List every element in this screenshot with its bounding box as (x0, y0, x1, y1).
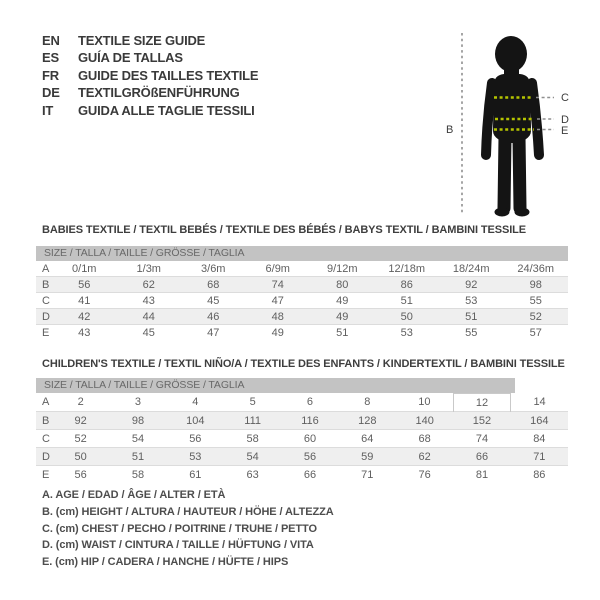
size-cell: 52 (74, 432, 87, 445)
size-cell: 66 (303, 468, 317, 481)
height-label: B (446, 124, 454, 136)
size-cell: 53 (167, 448, 224, 466)
size-cell: 6 (306, 396, 314, 409)
children-table-title: CHILDREN'S TEXTILE / TEXTIL NIÑO/A / TEXTILE DES ENFANTS / KINDERTEXTIL / BAMBINI TESSILE (42, 358, 565, 370)
size-cell: 98 (504, 277, 569, 293)
size-cell: 56 (281, 448, 338, 466)
row-label: B (36, 277, 52, 293)
size-cell: 48 (246, 309, 311, 325)
size-cell: 9/12m (326, 262, 358, 275)
size-cell: 14 (533, 396, 546, 409)
size-cell: 52 (504, 309, 569, 325)
size-cell: 54 (224, 448, 281, 466)
size-cell: 116 (281, 412, 338, 430)
language-header (42, 32, 258, 119)
size-cell: 92 (52, 412, 109, 430)
row-label: D (36, 309, 52, 325)
size-cell: 49 (271, 326, 284, 339)
table-row-b (36, 277, 568, 293)
table-row-a (36, 261, 568, 277)
chest-label: C (561, 92, 569, 104)
size-cell: 62 (117, 277, 182, 293)
size-cell: 49 (310, 309, 375, 325)
row-label: D (36, 448, 52, 466)
size-cell: 51 (109, 448, 166, 466)
lang-title: GUIDE DES TAILLES TEXTILE (78, 67, 259, 83)
size-cell: 64 (361, 432, 374, 445)
size-cell: 55 (529, 294, 542, 307)
size-cell: 140 (396, 412, 453, 430)
legend-chest: C. (cm) CHEST / PECHO / POITRINE / TRUHE / PETTO (42, 522, 317, 535)
row-label: A (42, 262, 50, 275)
lang-title: GUÍA DE TALLAS (78, 50, 183, 66)
size-cell: 50 (375, 309, 440, 325)
table-row-d (36, 309, 568, 325)
size-cell: 2 (77, 396, 84, 409)
size-cell: 47 (207, 326, 220, 339)
size-cell: 49 (336, 294, 349, 307)
size-cell: 12 (453, 394, 510, 412)
lang-title: TEXTILE SIZE GUIDE (78, 33, 206, 48)
table-row-c (36, 293, 568, 309)
size-cell: 3 (134, 396, 142, 409)
lang-title: GUIDA ALLE TAGLIE TESSILI (78, 102, 255, 118)
size-cell: 18/24m (452, 262, 490, 275)
waist-label: D (561, 114, 569, 126)
lang-row-de (42, 84, 258, 101)
size-cell: 53 (400, 326, 413, 339)
size-cell: 92 (439, 277, 504, 293)
hip-label: E (561, 125, 569, 137)
size-cell: 55 (465, 326, 478, 339)
size-cell: 98 (109, 412, 166, 430)
size-cell: 71 (361, 468, 374, 481)
size-cell: 59 (339, 448, 396, 466)
size-cell: 74 (475, 432, 489, 445)
size-cell: 51 (439, 309, 504, 325)
size-cell: 84 (533, 432, 546, 445)
size-cell: 111 (224, 412, 281, 430)
size-cell: 0/1m (72, 262, 97, 275)
size-cell: 68 (418, 432, 431, 445)
size-cell: 66 (453, 448, 510, 466)
size-cell: 5 (249, 396, 256, 409)
size-cell: 74 (246, 277, 311, 293)
size-cell: 63 (246, 468, 259, 481)
size-cell: 86 (533, 468, 546, 481)
size-cell: 68 (181, 277, 246, 293)
babies-table-title: BABIES TEXTILE / TEXTIL BEBÉS / TEXTILE DES BÉBÉS / BABYS TEXTIL / BAMBINI TESSILE (42, 224, 527, 236)
size-cell: 43 (78, 326, 91, 339)
size-cell: 53 (465, 294, 478, 307)
size-cell: 24/36m (517, 262, 555, 275)
size-cell: 164 (511, 412, 568, 430)
size-cell: 51 (336, 326, 349, 339)
measurement-figure (440, 15, 580, 225)
size-cell: 44 (117, 309, 182, 325)
size-cell: 104 (167, 412, 224, 430)
size-cell: 12/18m (388, 262, 426, 275)
size-cell: 45 (207, 294, 220, 307)
size-cell: 61 (189, 468, 202, 481)
lang-title: TEXTILGRÖßENFÜHRUNG (78, 85, 240, 101)
lang-row-es (42, 49, 258, 66)
size-cell: 56 (52, 277, 117, 293)
size-cell: 1/3m (136, 262, 161, 275)
lang-code: IT (42, 102, 54, 118)
size-cell: 10 (418, 396, 431, 409)
size-cell: 81 (475, 468, 489, 481)
legend-hip: E. (cm) HIP / CADERA / HANCHE / HÜFTE / HIPS (42, 556, 289, 569)
size-cell: 60 (303, 432, 317, 445)
lang-row-en (42, 32, 258, 49)
size-cell: 4 (192, 396, 199, 409)
table-row-e (36, 466, 568, 484)
row-label: C (42, 432, 50, 445)
lang-row-fr (42, 67, 258, 84)
table-row-c (36, 430, 568, 448)
size-cell: 6/9m (265, 262, 290, 275)
size-header-row (36, 378, 568, 394)
row-label: E (42, 326, 50, 339)
size-header-bar: SIZE / TALLA / TAILLE / GRÖSSE / TAGLIA (36, 246, 568, 261)
size-cell: 57 (529, 326, 542, 339)
size-header-bar: SIZE / TALLA / TAILLE / GRÖSSE / TAGLIA (36, 378, 515, 393)
row-label: E (42, 468, 50, 481)
legend-height: B. (cm) HEIGHT / ALTURA / HAUTEUR / HÖHE / ALTEZZA (42, 505, 334, 518)
table-row-d (36, 448, 568, 466)
size-cell: 3/6m (201, 262, 226, 275)
table-row-b (36, 412, 568, 430)
lang-code: DE (42, 85, 60, 101)
table-row-a (36, 394, 568, 412)
size-cell: 41 (78, 294, 91, 307)
lang-code: ES (42, 50, 59, 66)
size-cell: 8 (364, 396, 371, 409)
size-header-row (36, 246, 568, 261)
children-size-table (36, 378, 568, 483)
table-row-e (36, 325, 568, 341)
lang-code: FR (42, 67, 59, 83)
child-silhouette-icon (486, 36, 539, 217)
size-cell: 152 (453, 412, 510, 430)
row-label: B (36, 412, 52, 430)
size-cell: 62 (396, 448, 453, 466)
size-cell: 58 (246, 432, 259, 445)
size-cell: 47 (271, 294, 284, 307)
size-cell: 58 (131, 468, 145, 481)
size-cell: 50 (52, 448, 109, 466)
measurement-legend (42, 487, 334, 571)
size-cell: 51 (400, 294, 413, 307)
size-cell: 56 (189, 432, 202, 445)
size-cell: 45 (142, 326, 155, 339)
size-cell: 46 (181, 309, 246, 325)
row-label: A (42, 396, 50, 409)
row-label: C (42, 294, 50, 307)
size-cell: 56 (74, 468, 87, 481)
size-cell: 42 (52, 309, 117, 325)
size-cell: 54 (131, 432, 145, 445)
size-cell: 86 (375, 277, 440, 293)
babies-size-table (36, 246, 568, 340)
lang-code: EN (42, 33, 60, 48)
legend-waist: D. (cm) WAIST / CINTURA / TAILLE / HÜFTUNG / VITA (42, 539, 314, 552)
size-cell: 43 (142, 294, 155, 307)
size-cell: 80 (310, 277, 375, 293)
size-cell: 71 (511, 448, 568, 466)
lang-row-it (42, 102, 258, 119)
size-cell: 76 (418, 468, 431, 481)
size-cell: 128 (339, 412, 396, 430)
legend-age: A. AGE / EDAD / ÂGE / ALTER / ETÀ (42, 489, 226, 501)
